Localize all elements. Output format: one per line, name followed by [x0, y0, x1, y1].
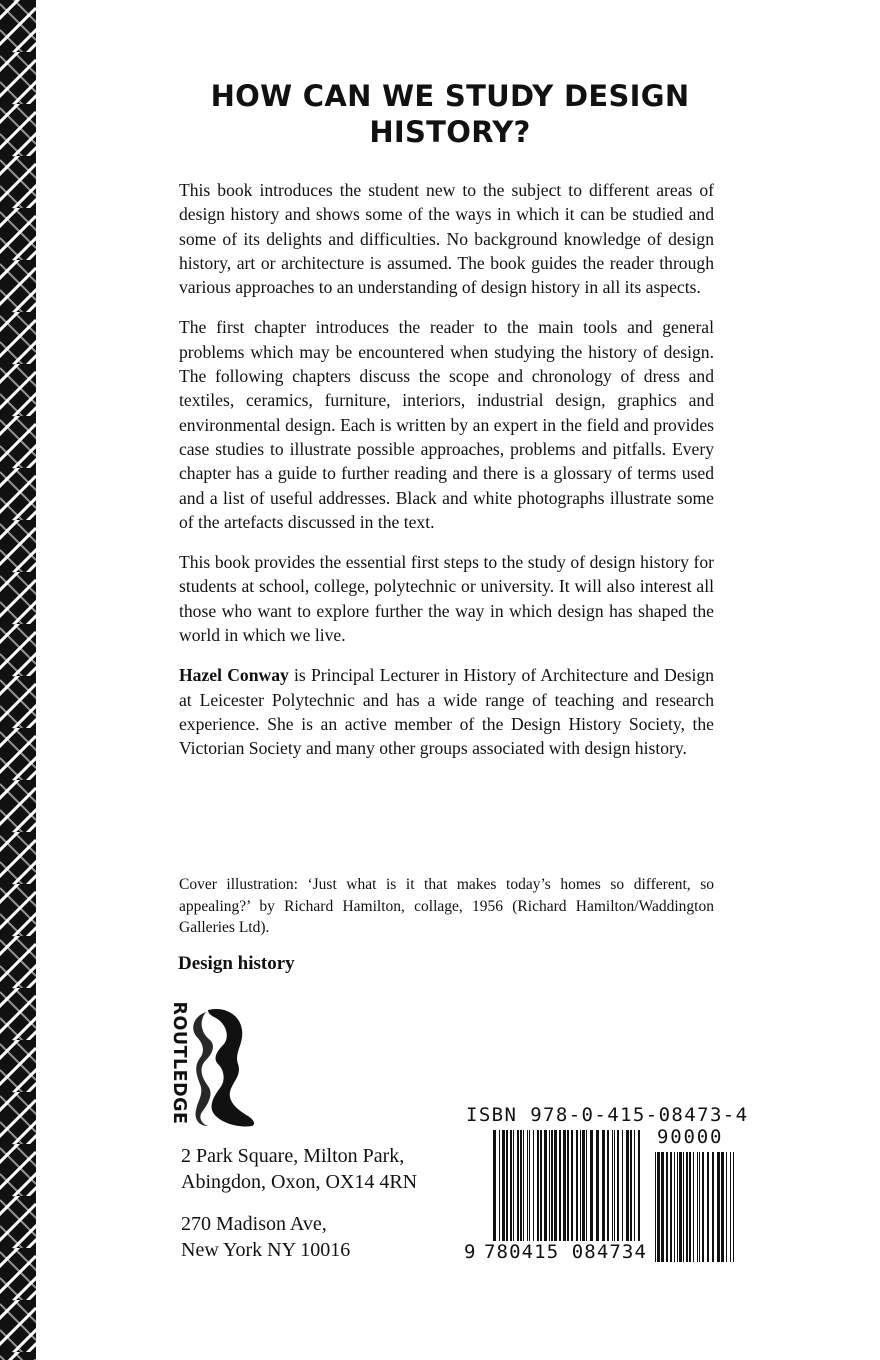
barcode-bar [686, 1152, 688, 1262]
barcode-bar [510, 1130, 512, 1242]
barcode-bar [586, 1130, 587, 1242]
barcode-bar [683, 1152, 684, 1262]
address-line: New York NY 10016 [181, 1239, 351, 1261]
isbn-text: ISBN 978-0-415-08473-4 [466, 1104, 749, 1126]
barcode-bar [563, 1130, 566, 1254]
address-line: 2 Park Square, Milton Park, [181, 1145, 405, 1167]
barcode-bar [540, 1130, 542, 1242]
ean-digits: 780415 084734 [484, 1241, 648, 1263]
barcode-bar [726, 1152, 727, 1262]
barcode-bar [617, 1130, 619, 1242]
publisher-address-uk [181, 1143, 417, 1195]
barcode-bar [721, 1152, 724, 1262]
barcode-bar [580, 1130, 581, 1242]
ean-first-digit: 9 [464, 1241, 476, 1263]
barcode-bar [657, 1152, 660, 1262]
barcode-bar [523, 1130, 524, 1242]
barcode-bar [554, 1130, 557, 1242]
barcode-bar [533, 1130, 534, 1242]
barcode-bar [506, 1130, 508, 1242]
address-line: Abingdon, Oxon, OX14 4RN [181, 1171, 418, 1193]
author-bio-text: is Principal Lecturer in History of Architecture and Design at Leicester Polytechnic and has a wide range of teaching and research experience. She is an active member of the Design History Society, the Victorian Society and many other groups associated with design history. [179, 665, 714, 759]
barcode-bar [655, 1152, 656, 1262]
cover-credit: Cover illustration: ‘Just what is it that makes today’s homes so different, so appealing?’ by Richard Hamilton, collage, 1956 (Richard Hamilton/Waddington Galleries Ltd). [179, 876, 714, 936]
address-line: 270 Madison Ave, [181, 1213, 327, 1235]
barcode-bar [661, 1152, 664, 1262]
barcode-bar [590, 1130, 593, 1242]
barcode-bar [567, 1130, 569, 1254]
barcode-bar [702, 1152, 704, 1262]
decorative-border [0, 0, 36, 1360]
barcode-bar [689, 1152, 691, 1262]
barcode-bar [513, 1130, 514, 1242]
barcode-bar [612, 1130, 613, 1242]
barcode-bar [576, 1130, 578, 1242]
barcode-bar [733, 1152, 734, 1262]
barcode-bar [677, 1152, 678, 1262]
barcode-bar [638, 1130, 640, 1254]
barcode-bar [712, 1152, 714, 1262]
barcode-bar [666, 1152, 668, 1262]
barcode-bar [520, 1130, 522, 1242]
publisher-name-text: ROUTLEDGE [169, 1001, 189, 1125]
blurb-paragraph: This book provides the essential first steps to the study of design history for students at school, college, polytechnic or university. It will also interest all those who want to explore further the way in which design has shaped the world in which we live. [179, 552, 714, 646]
barcode-bar [614, 1130, 615, 1242]
barcode-bar [634, 1130, 635, 1254]
barcode-bar [730, 1152, 731, 1262]
barcode-bar [602, 1130, 605, 1242]
barcode-bar [717, 1152, 720, 1262]
barcode-bar [699, 1152, 700, 1262]
book-title: HOW CAN WE STUDY DESIGN HISTORY? [210, 79, 690, 149]
barcode-main-bars [493, 1130, 640, 1254]
barcode-bar [596, 1130, 599, 1242]
publisher-address-us [181, 1211, 350, 1263]
barcode-bar [529, 1130, 530, 1242]
barcode-bar [527, 1130, 528, 1242]
barcode-bar [693, 1152, 694, 1262]
barcode-bar [582, 1130, 585, 1242]
barcode-bar [697, 1152, 698, 1262]
category-label: Design history [178, 953, 295, 974]
barcode-bar [630, 1130, 632, 1242]
barcode-bar [493, 1130, 496, 1254]
barcode-bar [670, 1152, 672, 1262]
barcode-bar [549, 1130, 550, 1242]
barcode-bar [607, 1130, 609, 1242]
barcode-bar [551, 1130, 553, 1242]
barcode-bar [537, 1130, 539, 1242]
price-code: 90000 [657, 1126, 724, 1148]
author-bio [179, 663, 714, 760]
barcode-bar [544, 1130, 547, 1242]
barcode-bar [559, 1130, 561, 1242]
blurb-paragraph: This book introduces the student new to the subject to different areas of design history and shows some of the ways in which it can be studied and some of its delights and difficulties. No background knowledge of design history, art or architecture is assumed. The book guides the reader through various approaches to an understanding of design history in all its aspects. [179, 180, 714, 298]
barcode-bar [622, 1130, 623, 1242]
barcode-bar [679, 1152, 682, 1262]
barcode-bar [502, 1130, 505, 1254]
blurb-paragraph: The first chapter introduces the reader to the main tools and general problems which may be encountered when studying the history of design. The following chapters discuss the scope and chronology of dress and textiles, ceramics, furniture, interiors, industrial design, graphics and environmental design. Each is written by an expert in the field and provides case studies to illustrate possible approaches, problems and pitfalls. Every chapter has a guide to further reading and there is a glossary of terms used and a list of useful addresses. Black and white photographs illustrate some of the artefacts discussed in the text. [179, 317, 714, 532]
barcode-addon-bars [655, 1152, 734, 1262]
barcode-bar [517, 1130, 519, 1242]
author-name: Hazel Conway [179, 665, 289, 686]
barcode-bar [571, 1130, 573, 1242]
barcode-bar [674, 1152, 675, 1262]
barcode-bar [499, 1130, 500, 1254]
blurb [179, 178, 714, 777]
barcode-bar [626, 1130, 629, 1242]
publisher-logo-icon [168, 1001, 260, 1128]
barcode-bar [707, 1152, 709, 1262]
